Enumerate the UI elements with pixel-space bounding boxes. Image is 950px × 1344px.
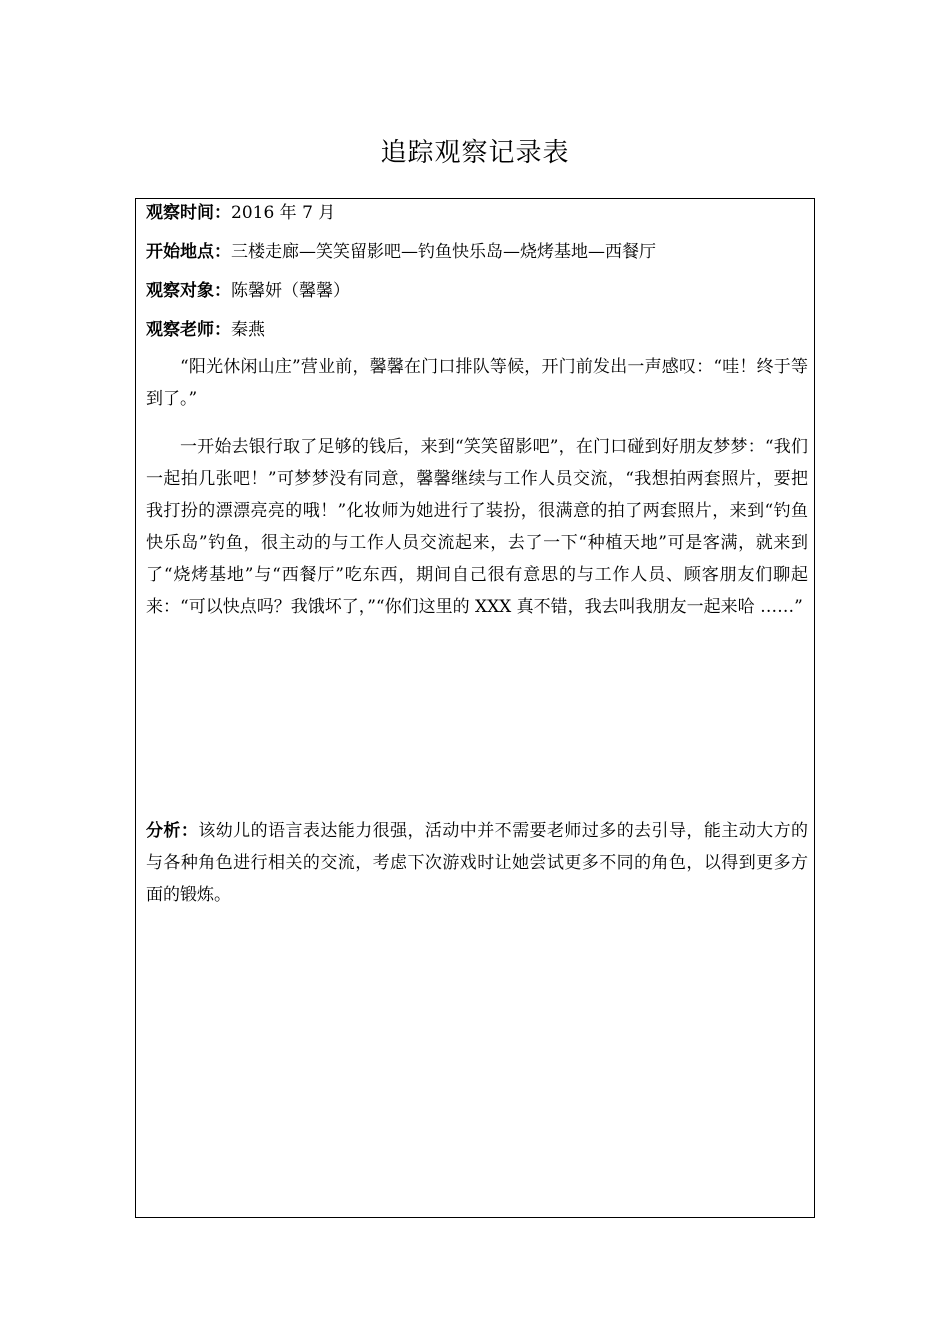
- observation-teacher-row: [146, 318, 265, 342]
- observation-subject-row: [146, 279, 350, 303]
- observation-teacher-value: 秦燕: [231, 320, 265, 340]
- start-location-label: 开始地点：: [146, 242, 231, 262]
- observation-subject-label: 观察对象：: [146, 281, 231, 301]
- observation-time-value: 2016 年 7 月: [231, 203, 336, 223]
- start-location-row: [146, 240, 656, 264]
- observation-paragraph-2: 一开始去银行取了足够的钱后，来到“笑笑留影吧”，在门口碰到好朋友梦梦：“我们一起拍几张吧！”可梦梦没有同意，馨馨继续与工作人员交流，“我想拍两套照片，要把我打扮的漂漂亮亮的哦！”化妆师为她进行了装扮，很满意的拍了两套照片，来到“钓鱼快乐岛”钓鱼，很主动的与工作人员交流起来，去了一下“种植天地”可是客满，就来到了“烧烤基地”与“西餐厅”吃东西，期间自己很有意思的与工作人员、顾客朋友们聊起来：“可以快点吗？我饿坏了，”“你们这里的 XXX 真不错，我去叫我朋友一起来哈 ……”: [146, 437, 808, 617]
- observation-time-label: 观察时间：: [146, 203, 231, 223]
- observation-record-table: [135, 198, 815, 1218]
- observation-time-row: [146, 201, 335, 225]
- start-location-value: 三楼走廊—笑笑留影吧—钓鱼快乐岛—烧烤基地—西餐厅: [231, 242, 656, 262]
- analysis-label: 分析：: [146, 821, 199, 841]
- observation-paragraph-1: “阳光休闲山庄”营业前，馨馨在门口排队等候，开门前发出一声感叹：“哇！终于等到了。”: [146, 357, 808, 409]
- observation-teacher-label: 观察老师：: [146, 320, 231, 340]
- analysis-paragraph: [146, 815, 808, 911]
- observation-subject-value: 陈馨妍（馨馨）: [231, 281, 350, 301]
- analysis-text: 该幼儿的语言表达能力很强，活动中并不需要老师过多的去引导，能主动大方的与各种角色进行相关的交流，考虑下次游戏时让她尝试更多不同的角色，以得到更多方面的锻炼。: [146, 821, 809, 905]
- page-title: 追踪观察记录表: [380, 138, 570, 168]
